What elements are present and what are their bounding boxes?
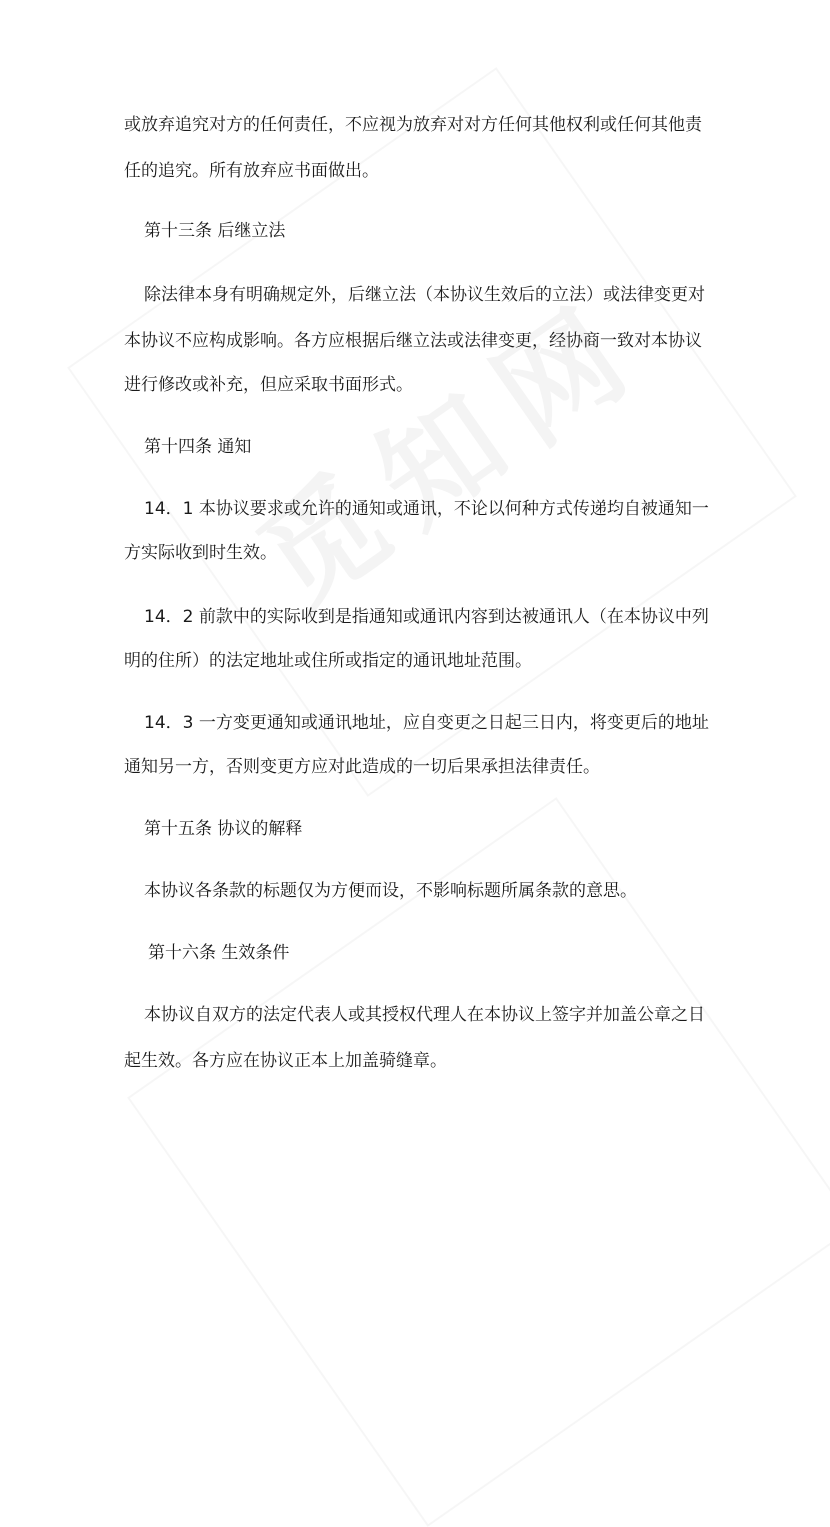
paragraph-line: 进行修改或补充，但应采取书面形式。: [124, 375, 413, 395]
article-heading: 第十四条 通知: [144, 437, 252, 457]
paragraph-line: 14．3 一方变更通知或通讯地址，应自变更之日起三日内，将变更后的地址: [144, 713, 709, 733]
paragraph-line: 方实际收到时生效。: [124, 543, 277, 563]
paragraph-line: 14．1 本协议要求或允许的通知或通讯，不论以何种方式传递均自被通知一: [144, 499, 709, 519]
paragraph-line: 本协议不应构成影响。各方应根据后继立法或法律变更，经协商一致对本协议: [124, 331, 702, 351]
paragraph-line: 本协议自双方的法定代表人或其授权代理人在本协议上签字并加盖公章之日: [144, 1005, 705, 1025]
paragraph-line: 明的住所）的法定地址或住所或指定的通讯地址范围。: [124, 651, 532, 671]
paragraph-line: 任的追究。所有放弃应书面做出。: [124, 161, 379, 181]
paragraph-line: 或放弃追究对方的任何责任，不应视为放弃对对方任何其他权利或任何其他责: [124, 115, 702, 135]
paragraph-line: 本协议各条款的标题仅为方便而设，不影响标题所属条款的意思。: [144, 881, 637, 901]
paragraph-line: 起生效。各方应在协议正本上加盖骑缝章。: [124, 1051, 447, 1071]
watermark-frame-lower: [127, 797, 830, 1527]
article-heading: 第十五条 协议的解释: [144, 819, 303, 839]
paragraph-line: 通知另一方，否则变更方应对此造成的一切后果承担法律责任。: [124, 757, 600, 777]
article-heading: 第十六条 生效条件: [148, 943, 290, 963]
watermark-text: [220, 252, 673, 641]
article-heading: 第十三条 后继立法: [144, 221, 286, 241]
paragraph-line: 14．2 前款中的实际收到是指通知或通讯内容到达被通讯人（在本协议中列: [144, 607, 709, 627]
paragraph-line: 除法律本身有明确规定外，后继立法（本协议生效后的立法）或法律变更对: [144, 285, 705, 305]
